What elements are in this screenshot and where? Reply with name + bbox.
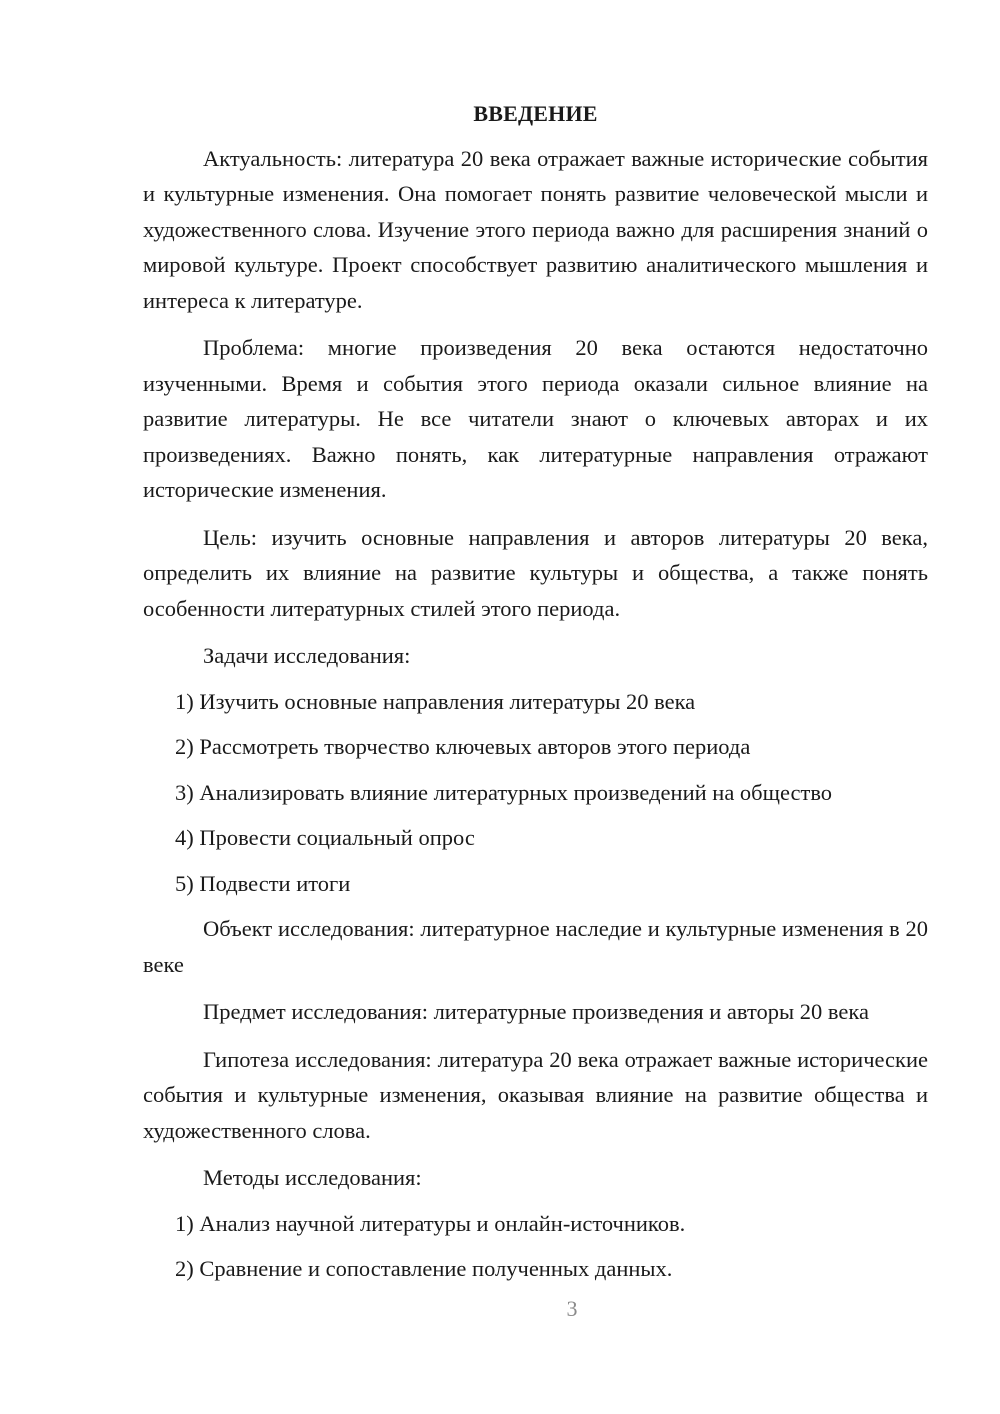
methods-list xyxy=(143,1206,928,1287)
list-item-text: Анализировать влияние литературных произведений на общество xyxy=(199,779,833,805)
relevance-paragraph: Актуальность: литература 20 века отражает важные исторические события и культурные изменения. Она помогает понять развитие человеческой мысли и художественного слова. Изучение этого периода важно для расширения знаний о мировой культуре. Проект способствует развитию аналитического мышления и интереса к литературе. xyxy=(143,145,928,313)
object-paragraph: Объект исследования: литературное наследие и культурные изменения в 20 веке xyxy=(143,916,928,977)
list-item-text: Анализ научной литературы и онлайн-источников. xyxy=(199,1210,686,1236)
list-item xyxy=(143,729,928,765)
list-item xyxy=(143,1206,928,1242)
subject-paragraph: Предмет исследования: литературные произведения и авторы 20 века xyxy=(203,999,869,1024)
list-item-text: Подвести итоги xyxy=(199,870,351,896)
list-item-number: 5) xyxy=(175,870,194,896)
list-item xyxy=(143,820,928,856)
methods-heading: Методы исследования: xyxy=(203,1165,422,1190)
list-item xyxy=(143,866,928,902)
list-item-number: 1) xyxy=(175,688,194,714)
list-item-number: 3) xyxy=(175,779,194,805)
tasks-heading: Задачи исследования: xyxy=(203,643,411,668)
list-item-number: 4) xyxy=(175,825,194,850)
hypothesis-paragraph: Гипотеза исследования: литература 20 века отражает важные исторические события и культурные изменения, оказывая влияние на развитие общества и художественного слова. xyxy=(143,1046,928,1143)
tasks-list xyxy=(143,684,928,902)
list-item xyxy=(143,1251,928,1287)
goal-paragraph: Цель: изучить основные направления и авторов литературы 20 века, определить их влияние на развитие культуры и общества, а также понять особенности литературных стилей этого периода. xyxy=(143,524,928,621)
list-item-number: 1) xyxy=(175,1210,194,1236)
list-item xyxy=(143,775,928,811)
list-item xyxy=(143,684,928,720)
list-item-text: Изучить основные направления литературы 20 века xyxy=(199,688,696,714)
page-title: ВВЕДЕНИЕ xyxy=(473,101,598,126)
list-item-number: 2) xyxy=(175,734,194,759)
page-content xyxy=(143,96,928,1297)
list-item-number: 2) xyxy=(175,1256,194,1281)
page-number: 3 xyxy=(566,1296,578,1321)
list-item-text: Сравнение и сопоставление полученных данных. xyxy=(199,1256,673,1281)
problem-paragraph: Проблема: многие произведения 20 века остаются недостаточно изученными. Время и события этого периода оказали сильное влияние на развитие литературы. Не все читатели знают о ключевых авторах и их произведениях. Важно понять, как литературные направления отражают исторические изменения. xyxy=(143,335,928,502)
list-item-text: Провести социальный опрос xyxy=(199,825,475,850)
list-item-text: Рассмотреть творчество ключевых авторов этого периода xyxy=(199,734,751,759)
